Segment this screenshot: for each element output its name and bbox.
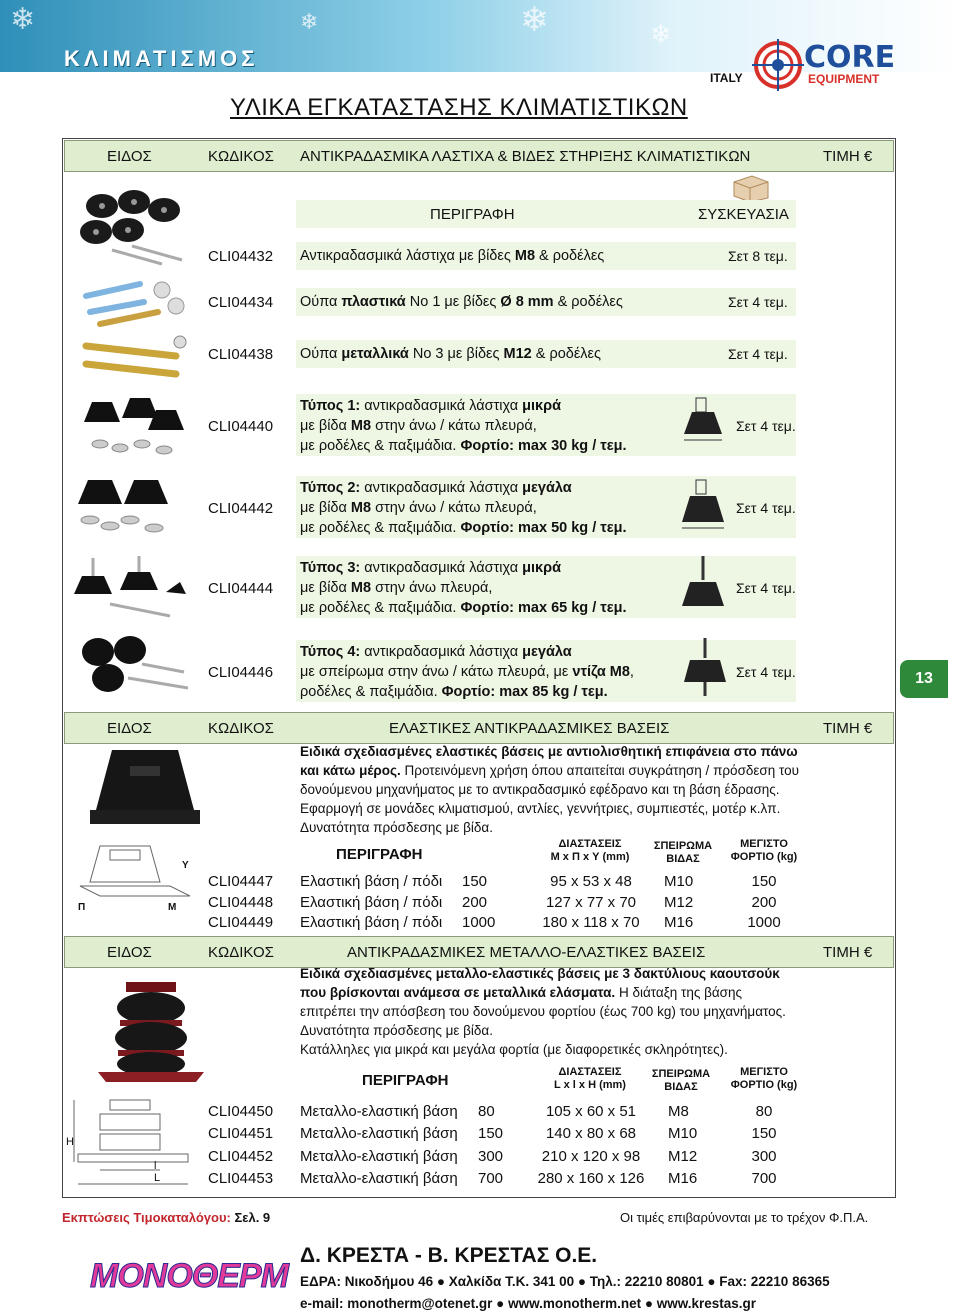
core-equipment-logo [752,36,896,94]
package-qty: Σετ 4 τεμ. [736,500,796,516]
page-title: ΥΛΙΚΑ ΕΓΚΑΤΑΣΤΑΣΗΣ ΚΛΙΜΑΤΙΣΤΙΚΩΝ [230,94,688,121]
section3-codes [208,1101,273,1190]
text: Φορτίο: max 50 kg / τεμ. [460,520,627,536]
col-code: ΚΩΔΙΚΟΣ [208,720,274,737]
text: αντικραδασμικά λάστιχα [360,480,523,496]
row-desc: Ελαστική βάση / πόδι [300,873,443,890]
monotherm-logo: ΜΟΝΟΘΕΡΜ [90,1257,288,1295]
section2-intro [300,742,800,837]
row-thread: M12 [668,1147,698,1165]
product-image [80,276,190,336]
row-model: 150 [478,1125,504,1143]
text: & ροδέλες [535,248,605,264]
product-description [300,558,627,618]
text: Τύπος 1: [300,398,361,414]
package-qty: Σετ 8 τεμ. [728,248,788,264]
text: Μ8 [514,248,536,264]
text: Εκπτώσεις Τιμοκαταλόγου: [62,1210,231,1225]
product-image [90,746,200,835]
text: Νο 3 με βίδες [408,346,504,362]
diagram-label: Π [78,902,86,913]
text: Μ x Π x Υ (mm) [550,851,630,863]
product-image [70,474,190,549]
row-desc: Μεταλλο-ελαστική βάση [300,1103,458,1120]
product-code: CLI04444 [208,580,274,597]
text: Δυνατότητα πρόσδεσης με βίδα. [300,820,493,835]
dimension-diagram [70,840,200,915]
text: ΔΙΑΣΤΑΣΕΙΣ [558,838,622,850]
text: Μ8 [350,580,372,596]
row-thread: M10 [664,873,694,890]
section3-heading: ΑΝΤΙΚΡΑΔΑΣΜΙΚΕΣ ΜΕΤΑΛΛΟ-ΕΛΑΣΤΙΚΕΣ ΒΑΣΕΙΣ [347,944,706,961]
row-dimensions: 95 x 53 x 48 [550,873,632,890]
text: μικρά [522,398,562,414]
text: αντικραδασμικά λάστιχα [360,644,523,660]
section3-loads [732,1101,796,1190]
text: Φορτίο: max 85 kg / τεμ. [441,684,608,700]
row-model: 700 [478,1169,504,1187]
product-description [300,478,627,538]
text: μεταλλικά [341,346,409,362]
product-code: CLI04438 [208,346,274,363]
text: με ροδέλες & παξιμάδια. [300,438,461,454]
package-qty: Σετ 4 τεμ. [736,664,796,680]
product-code: CLI04451 [208,1125,274,1143]
product-image [80,334,190,389]
sub-pack-label: ΣΥΣΚΕΥΑΣΙΑ [698,206,789,223]
logo-text: CORE [804,40,896,75]
row-model: 80 [478,1103,495,1120]
text: Φορτίο: max 30 kg / τεμ. [460,438,627,454]
row-desc: Μεταλλο-ελαστική βάση [300,1125,458,1143]
row-thread: M8 [668,1103,689,1120]
row-load: 1000 [747,914,781,931]
row-desc: Μεταλλο-ελαστική βάση [300,1169,458,1187]
text: Η διάταξη της βάσης επιτρέπει την απόσβεση του δονούμενου φορτίου (έως 700 kg) του μηχανήματος. [300,985,786,1019]
box-icon [732,174,770,202]
technical-drawing [680,638,730,703]
desc-header: ΠΕΡΙΓΡΑΦΗ [362,1072,449,1089]
sub-desc-label: ΠΕΡΙΓΡΑΦΗ [430,206,515,223]
row-load: 300 [751,1147,777,1165]
section2-model [462,872,495,934]
text: με σπείρωμα στην άνω / κάτω πλευρά, με [300,664,573,680]
text: στην άνω / κάτω πλευρά, [371,418,537,434]
row-thread: M16 [664,914,694,931]
thread-header [646,1068,716,1094]
text: Κατάλληλες για μικρά και μεγάλα φορτία (με διαφορετικές σκληρότητες). [300,1042,728,1057]
row-thread: M10 [668,1125,698,1143]
product-image [96,982,206,1087]
product-description [300,344,601,364]
dimension-diagram [70,1096,200,1193]
package-qty: Σετ 4 τεμ. [728,294,788,310]
text: & ροδέλες [531,346,601,362]
text: με βίδα [300,500,351,516]
text: Ούπα [300,294,342,310]
text: Ούπα [300,346,342,362]
load-header [726,838,802,864]
row-thread: M12 [664,893,694,911]
dimensions-header [540,1066,640,1092]
text: Μ12 [503,346,532,362]
text: ντίζα Μ8 [572,664,630,680]
text: αντικραδασμικά λάστιχα [360,398,523,414]
package-qty: Σετ 4 τεμ. [728,346,788,362]
product-code: CLI04442 [208,500,274,517]
row-load: 150 [751,873,777,890]
diagram-label: H [66,1136,74,1148]
load-header [726,1066,802,1092]
dimensions-header [540,838,640,864]
diagram-label: Υ [182,860,189,871]
col-kind: ΕΙΔΟΣ [107,148,152,165]
row-load: 700 [751,1169,777,1187]
logo-subtext: EQUIPMENT [808,72,880,86]
col-price: ΤΙΜΗ € [823,720,873,737]
section2-threads [664,872,693,934]
company-name: Δ. ΚΡΕΣΤΑ - Β. ΚΡΕΣΤΑΣ Ο.Ε. [300,1244,598,1267]
product-code: CLI04434 [208,294,274,311]
product-description [300,292,623,312]
text: με ροδέλες & παξιμάδια. [300,600,461,616]
text: ΜΕΓΙΣΤΟ [740,1066,788,1078]
snowflake-icon: ❄ [520,0,549,40]
text: μεγάλα [522,480,572,496]
text: Νο 1 με βίδες [405,294,501,310]
text: με βίδα [300,418,351,434]
text: ΣΠΕΙΡΩΜΑ [651,1068,711,1080]
text: ΔΙΑΣΤΑΣΕΙΣ [558,1066,622,1078]
text: Τύπος 2: [300,480,361,496]
text: , [629,664,634,680]
package-qty: Σετ 4 τεμ. [736,418,796,434]
product-code: CLI04448 [208,893,274,911]
snowflake-icon: ❄ [650,20,672,50]
row-dimensions: 210 x 120 x 98 [541,1147,641,1165]
section1-header [64,140,894,172]
diagram-label: l [154,1160,157,1172]
product-image [70,556,190,627]
text: Μ8 [350,500,372,516]
page-number-tab: 13 [900,660,948,698]
desc-header: ΠΕΡΙΓΡΑΦΗ [336,846,423,863]
text: πλαστικά [341,294,406,310]
thread-header [648,840,718,866]
section3-threads [668,1101,697,1190]
text: Φορτίο: max 65 kg / τεμ. [460,600,627,616]
row-load: 200 [751,893,777,911]
text: αντικραδασμικά λάστιχα [360,560,523,576]
text: με βίδα [300,580,351,596]
col-code: ΚΩΔΙΚΟΣ [208,148,274,165]
technical-drawing [678,556,728,623]
product-code: CLI04447 [208,873,274,890]
product-code: CLI04449 [208,914,274,931]
section2-descs [300,872,442,934]
row-model: 300 [478,1147,504,1165]
text: Αντικραδασμικά λάστιχα με βίδες [300,248,515,264]
text: Τύπος 3: [300,560,361,576]
row-model: 150 [462,873,488,890]
product-description [300,246,604,266]
text: μεγάλα [522,644,572,660]
col-kind: ΕΙΔΟΣ [107,944,152,961]
row-load: 80 [755,1103,773,1120]
text: Σελ. 9 [230,1210,271,1225]
product-code: CLI04450 [208,1103,274,1120]
diagram-label: L [154,1172,161,1184]
row-dimensions: 127 x 77 x 70 [545,893,637,911]
row-model: 200 [462,893,488,911]
text: στην άνω / κάτω πλευρά, [371,500,537,516]
text: & ροδέλες [553,294,623,310]
text: στην άνω πλευρά, [371,580,493,596]
product-image [72,186,192,271]
section2-loads [732,872,796,934]
text: Εφαρμογή σε μονάδες κλιματισμού, αντλίες, γεννήτριες, συμπιεστές, μοτέρ κ.λπ. [300,801,781,816]
row-desc: Ελαστική βάση / πόδι [300,893,443,911]
snowflake-icon: ❄ [10,2,36,37]
row-dimensions: 180 x 118 x 70 [542,914,640,931]
product-image [70,394,190,465]
section2-heading: ΕΛΑΣΤΙΚΕΣ ΑΝΤΙΚΡΑΔΑΣΜΙΚΕΣ ΒΑΣΕΙΣ [389,720,670,737]
row-dimensions: 140 x 80 x 68 [545,1125,637,1143]
section2-header [64,712,894,744]
discount-note [62,1210,270,1225]
origin-label: ITALY [710,71,743,85]
text: ΦΟΡΤΙΟ (kg) [730,851,798,863]
product-code: CLI04440 [208,418,274,435]
row-model: 1000 [462,914,496,931]
package-qty: Σετ 4 τεμ. [736,580,796,596]
text: ΒΙΔΑΣ [664,1081,698,1093]
text: με ροδέλες & παξιμάδια. [300,520,461,536]
technical-drawing [678,396,728,457]
snowflake-icon: ❄ [300,10,319,35]
product-code: CLI04432 [208,248,274,265]
text: Ειδικά σχεδιασμένες ελαστικές βάσεις με αντιολισθητική επιφάνεια στο πάνω και κάτω μέρος. [300,744,798,778]
product-description [300,396,627,456]
text: ΒΙΔΑΣ [666,853,700,865]
row-load: 150 [751,1125,777,1143]
section3-descs [300,1101,458,1190]
text: Δυνατότητα πρόσδεσης με βίδα. [300,1023,493,1038]
vat-note: Οι τιμές επιβαρύνονται με το τρέχον Φ.Π.Α. [620,1210,869,1225]
row-dimensions: 105 x 60 x 51 [545,1103,637,1120]
row-dimensions: 280 x 160 x 126 [537,1169,645,1187]
section-title: ΚΛΙΜΑΤΙΣΜΟΣ [64,46,259,71]
product-code: CLI04446 [208,664,274,681]
text: ροδέλες & παξιμάδια. [300,684,442,700]
row-thread: M16 [668,1169,698,1187]
section2-dims [520,872,662,934]
product-code: CLI04452 [208,1147,274,1165]
section3-dims [520,1101,662,1190]
col-price: ΤΙΜΗ € [823,944,873,961]
row-desc: Ελαστική βάση / πόδι [300,914,443,931]
product-description [300,642,634,702]
section3-intro [300,964,800,1059]
text: ΜΕΓΙΣΤΟ [740,838,788,850]
text: ΣΠΕΙΡΩΜΑ [653,840,713,852]
text: Ειδικά σχεδιασμένες μεταλλο-ελαστικές βάσεις με 3 δακτύλιους καουτσούκ που βρίσκονται ανάμεσα σε μεταλλικά ελάσματα. [300,966,780,1000]
section3-model [478,1101,503,1190]
company-address: ΕΔΡΑ: Νικοδήμου 46 ● Χαλκίδα Τ.Κ. 341 00 ● Τηλ.: 22210 80801 ● Fax: 22210 86365 [300,1274,830,1289]
text: Προτεινόμενη χρήση όπου απαιτείται συγκράτηση / πρόσδεση του δονούμενου μηχανήματος με το αντικραδασμικό εφέδρανο και τη βάση έδρασης. [300,763,800,797]
technical-drawing [678,478,728,545]
text: Τύπος 4: [300,644,361,660]
section2-codes [208,872,273,934]
text: Ø 8 mm [500,294,554,310]
col-code: ΚΩΔΙΚΟΣ [208,944,274,961]
col-kind: ΕΙΔΟΣ [107,720,152,737]
product-code: CLI04453 [208,1169,274,1187]
text: μικρά [522,560,562,576]
diagram-label: Μ [168,902,177,913]
col-price: ΤΙΜΗ € [823,148,873,165]
text: Μ8 [350,418,372,434]
text: ΦΟΡΤΙΟ (kg) [730,1079,798,1091]
row-desc: Μεταλλο-ελαστική βάση [300,1147,458,1165]
section1-heading: ΑΝΤΙΚΡΑΔΑΣΜΙΚΑ ΛΑΣΤΙΧΑ & ΒΙΔΕΣ ΣΤΗΡΙΞΗΣ ΚΛΙΜΑΤΙΣΤΙΚΩΝ [300,148,751,165]
product-image [72,632,192,707]
company-contact: e-mail: monotherm@otenet.gr ● www.monotherm.net ● www.krestas.gr [300,1296,757,1311]
text: L x l x H (mm) [554,1079,626,1091]
